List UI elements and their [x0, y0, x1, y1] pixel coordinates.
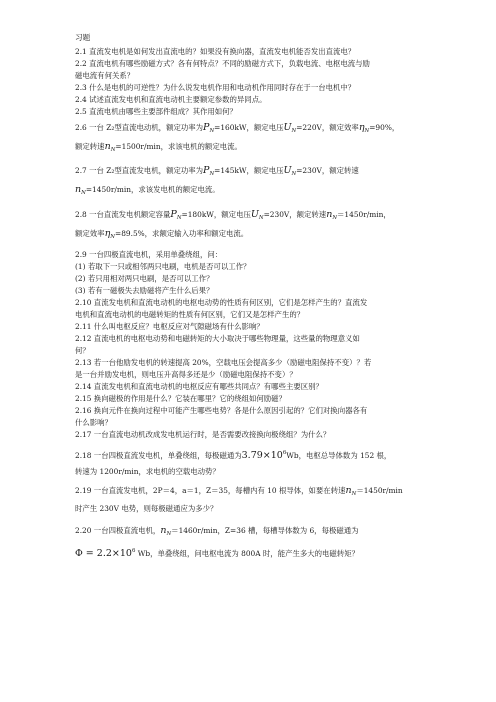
exercise-heading: 习题: [75, 33, 91, 42]
question-2-6-line1: 2.6 一台 Z₂型直流电动机，额定功率为$P_N=160kW$，额定电压$U_N=220V$，额定效率$\eta_N=90\%$，: [75, 122, 400, 134]
question-2-12-line1: 2.12 直流电机的电枢电动势和电磁转矩的大小取决于哪些物理量，这些量的物理意义如: [75, 334, 360, 343]
question-2-17: 2.17 一台直流电动机改成发电机运行时，是否需要改接换向极绕组？为什么？: [75, 430, 331, 439]
question-2-13-line1: 2.13 若一台他励发电机的转速提高 20%，空载电压会提高多少（励磁电阻保持不变）？若: [75, 358, 372, 367]
question-2-7-line2: $n_N=1450r/\min$，求该发电机的额定电流。: [75, 184, 220, 196]
question-2-20-line1: 2.20 一台四极直流电机，$n_N=1460r/\min$，Z=36 槽，每槽导体数为 6，每极磁通为: [75, 525, 359, 537]
question-2-9-part2: (2) 若只用相对两只电刷，是否可以工作？: [75, 274, 214, 283]
question-2-5: 2.5 直流电机由哪些主要部件组成？其作用如何？: [75, 107, 237, 116]
question-2-9-part1: (1) 若取下一只或相邻两只电刷，电机是否可以工作？: [75, 262, 251, 271]
question-2-10-line2: 电机和直流电动机的电磁转矩的性质有何区别，它们又是怎样产生的？: [75, 310, 305, 319]
question-2-7-line1: 2.7 一台 Z₂型直流发电机，额定功率为$P_N=145kW$，额定电压$U_N=230V$，额定转速: [75, 165, 359, 177]
question-2-14: 2.14 直流发电机和直流电动机的电枢反应有哪些共同点？有哪些主要区别？: [75, 382, 323, 391]
question-2-9-part3: (3) 若有一磁极失去励磁将产生什么后果？: [75, 286, 214, 295]
question-2-3: 2.3 什么是电机的可逆性？为什么说发电机作用和电动机作用同时存在于一台电机中？: [75, 83, 356, 92]
question-2-8-line2: 额定效率$\eta_N=89.5\%$，求额定输入功率和额定电流。: [75, 228, 249, 240]
question-2-18-line2: 转速为 1200r/min，求电机的空载电动势？: [75, 467, 220, 476]
question-2-6-line2: 额定转速$n_N=1500r/\min$，求该电机的额定电流。: [75, 141, 242, 153]
question-2-10-line1: 2.10 直流发电机和直流电动机的电枢电动势的性质有何区别，它们是怎样产生的？直流发: [75, 298, 368, 307]
question-2-19-line2: 时产生 230V 电势，则每极磁通应为多少？: [75, 504, 218, 513]
question-2-16-line1: 2.16 换向元件在换向过程中可能产生哪些电势？各是什么原因引起的？它们对换向器各有: [75, 406, 368, 415]
question-2-2-line1: 2.2 直流电机有哪些励磁方式？各有何特点？不同的励磁方式下，负载电流、电枢电流与励: [75, 59, 370, 68]
question-2-8-line1: 2.8 一台直流发电机额定容量$P_N=180kW$，额定电压$U_N=230V$，额定转速$n_N=1450r/\min$，: [75, 209, 391, 221]
question-2-12-line2: 何？: [75, 346, 90, 355]
question-2-2-line2: 磁电流有何关系？: [75, 71, 135, 80]
question-2-20-line2: $\Phi = 2.2\times 10^6$ Wb，单叠绕组，问电枢电流为 800A 时，能产生多大的电磁转矩？: [75, 548, 359, 559]
question-2-13-line2: 是一台并励发电机，则电压升高得多还是少（励磁电阻保持不变）？: [75, 370, 297, 379]
question-2-19-line1: 2.19 一台直流发电机，2P＝4，a＝1，Z＝35，每槽内有 10 根导体，如要在转速$n_N=1450r/\min$: [75, 485, 403, 497]
question-2-15: 2.15 换向磁极的作用是什么？它装在哪里？它的绕组如何励磁？: [75, 394, 286, 403]
question-2-9: 2.9 一台四极直流电机，采用单叠绕组，问：: [75, 250, 223, 259]
question-2-1: 2.1 直流发电机是如何发出直流电的？如果没有换向器，直流发电机能否发出直流电？: [75, 47, 356, 56]
question-2-4: 2.4 试述直流发电机和直流电动机主要额定参数的异同点。: [75, 95, 267, 104]
question-2-16-line2: 什么影响？: [75, 418, 112, 427]
question-2-18-line1: 2.18 一台四极直流发电机，单叠绕组，每极磁通为$3.79\times 10^6Wb$，电枢总导体数为 152 根，: [75, 450, 392, 461]
question-2-11: 2.11 什么叫电枢反应？电枢反应对气隙磁场有什么影响？: [75, 322, 264, 331]
